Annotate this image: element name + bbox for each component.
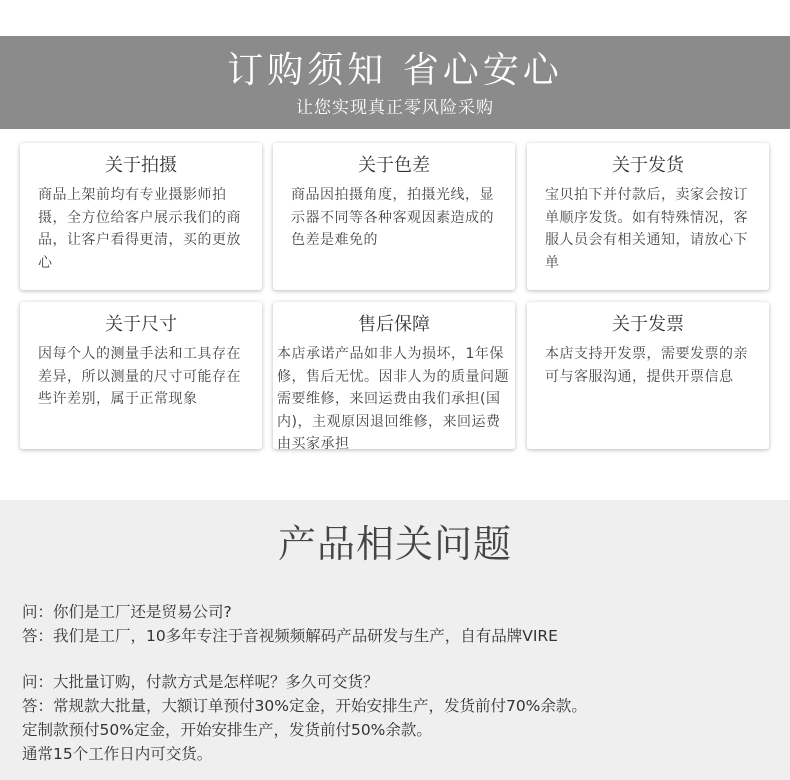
faq-list bbox=[22, 600, 782, 766]
card-body: 商品上架前均有专业摄影师拍摄，全方位给客户展示我们的商品，让客户看得更清，买的更放心 bbox=[38, 187, 241, 271]
card-title: 售后保障 bbox=[358, 314, 430, 335]
card-body: 因每个人的测量手法和工具存在差异，所以测量的尺寸可能存在些许差别，属于正常现象 bbox=[38, 346, 241, 407]
faq-answer: 答：我们是工厂，10多年专注于音视频频解码产品研发与生产，自有品牌VIRE bbox=[22, 627, 558, 645]
card-invoice bbox=[527, 302, 769, 449]
faq-answer-line: 通常15个工作日内可交货。 bbox=[22, 745, 213, 763]
card-after-sales bbox=[273, 302, 515, 452]
faq-question: 问：大批量订购，付款方式是怎样呢？多久可交货？ bbox=[22, 673, 379, 691]
faq-group bbox=[22, 670, 782, 766]
card-shipping bbox=[527, 143, 769, 290]
faq-answer: 答：常规款大批量，大额订单预付30%定金，开始安排生产，发货前付70%余款。 bbox=[22, 697, 587, 715]
card-body: 本店支持开发票，需要发票的亲可与客服沟通，提供开票信息 bbox=[545, 346, 748, 385]
banner-title: 订购须知 省心安心 bbox=[227, 50, 563, 91]
card-title: 关于尺寸 bbox=[105, 314, 177, 335]
card-title: 关于发票 bbox=[612, 314, 684, 335]
card-body: 商品因拍摄角度，拍摄光线，显示器不同等各种客观因素造成的色差是难免的 bbox=[291, 187, 494, 248]
card-title: 关于拍摄 bbox=[105, 155, 177, 176]
card-color-difference bbox=[273, 143, 515, 290]
banner-subtitle: 让您实现真正零风险采购 bbox=[296, 98, 494, 118]
card-body: 本店承诺产品如非人为损坏，1年保修，售后无忧。因非人为的质量问题需要维修，来回运费由我们承担(国内)，主观原因退回维修，来回运费由买家承担 bbox=[277, 346, 509, 452]
card-photography bbox=[20, 143, 262, 290]
card-body: 宝贝拍下并付款后，卖家会按订单顺序发货。如有特殊情况，客服人员会有相关通知，请放心下单 bbox=[545, 187, 748, 271]
faq-answer-line: 定制款预付50%定金，开始安排生产，发货前付50%余款。 bbox=[22, 721, 432, 739]
card-title: 关于色差 bbox=[358, 155, 430, 176]
faq-group bbox=[22, 600, 782, 648]
faq-title: 产品相关问题 bbox=[277, 522, 512, 566]
card-title: 关于发货 bbox=[612, 155, 684, 176]
card-size bbox=[20, 302, 262, 449]
faq-question: 问：你们是工厂还是贸易公司? bbox=[22, 603, 232, 621]
